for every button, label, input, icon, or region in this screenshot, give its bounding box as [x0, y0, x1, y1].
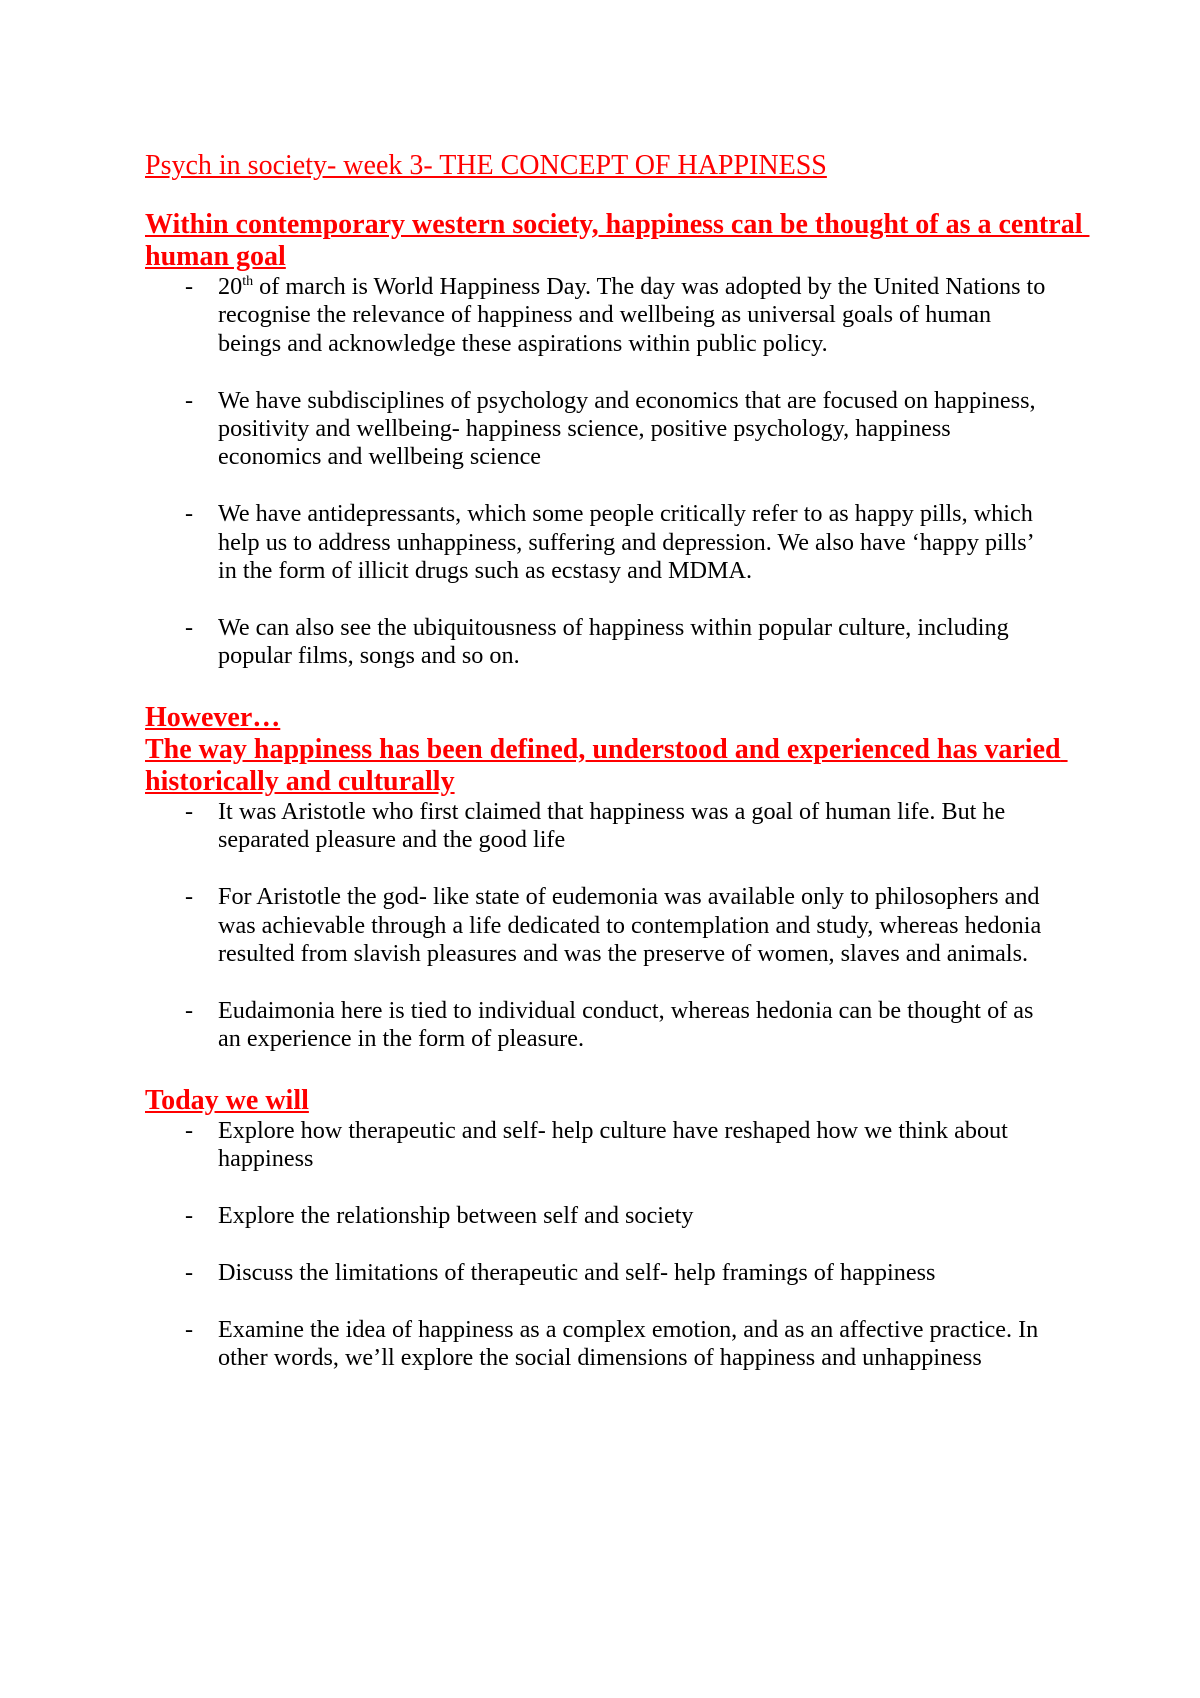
- bullet-marker: -: [185, 1315, 194, 1343]
- heading-line: However…: [145, 702, 281, 733]
- bullet-item: [145, 1202, 1085, 1230]
- heading-line: historically and culturally: [145, 766, 455, 797]
- bullet-line-text: of march is World Happiness Day. The day was adopted by the United Nations to: [253, 273, 1046, 300]
- bullet-item: [145, 614, 1085, 671]
- document-title: Psych in society- week 3- THE CONCEPT OF HAPPINESS: [145, 150, 827, 181]
- bullet-line: happiness: [218, 1145, 314, 1173]
- bullet-line: economics and wellbeing science: [218, 443, 542, 471]
- ordinal-suffix: th: [242, 274, 254, 289]
- bullet-line: [218, 273, 1085, 301]
- bullet-marker: -: [185, 1117, 194, 1144]
- bullet-line: We have antidepressants, which some people critically refer to as happy pills, which: [218, 500, 1033, 528]
- bullet-line: Eudaimonia here is tied to individual conduct, whereas hedonia can be thought of as: [218, 996, 1034, 1024]
- bullet-line: Discuss the limitations of therapeutic and self- help framings of happiness: [218, 1259, 936, 1286]
- bullet-item: [145, 1316, 1085, 1373]
- heading-line: The way happiness has been defined, understood and experienced has varied: [145, 734, 1061, 765]
- section-contemporary-goal: [145, 209, 1085, 671]
- bullet-line: For Aristotle the god- like state of eudemonia was available only to philosophers and: [218, 883, 1040, 911]
- bullet-list: [145, 1117, 1085, 1373]
- bullet-line: was achievable through a life dedicated to contemplation and study, whereas hedonia: [218, 911, 1042, 939]
- bullet-line: positivity and wellbeing- happiness science, positive psychology, happiness: [218, 415, 951, 443]
- bullet-line: other words, we’ll explore the social dimensions of happiness and unhappiness: [218, 1344, 982, 1372]
- bullet-list: [145, 273, 1085, 671]
- bullet-line: resulted from slavish pleasures and was the preserve of women, slaves and animals.: [218, 940, 1029, 968]
- bullet-line: beings and acknowledge these aspirations within public policy.: [218, 329, 828, 357]
- section-however: [145, 702, 1085, 1054]
- bullet-item: [145, 273, 1085, 358]
- bullet-line: Explore the relationship between self and society: [218, 1202, 694, 1230]
- bullet-marker: -: [185, 273, 194, 300]
- bullet-line: help us to address unhappiness, suffering and depression. We also have ‘happy pills’: [218, 528, 1035, 556]
- bullet-item: [145, 1117, 1085, 1174]
- bullet-item: [145, 1259, 1085, 1287]
- bullet-marker: -: [185, 613, 194, 641]
- bullet-line: an experience in the form of pleasure.: [218, 1025, 585, 1053]
- section-heading: [145, 209, 1085, 273]
- bullet-marker: -: [185, 1259, 194, 1286]
- bullet-line: It was Aristotle who first claimed that happiness was a goal of human life. But he: [218, 798, 1006, 825]
- bullet-line: separated pleasure and the good life: [218, 826, 566, 854]
- section-today-we-will: [145, 1085, 1085, 1373]
- bullet-item: [145, 500, 1085, 585]
- bullet-item: [145, 883, 1085, 968]
- bullet-line: Examine the idea of happiness as a complex emotion, and as an affective practice. In: [218, 1315, 1039, 1343]
- section-heading: [145, 1085, 1085, 1117]
- bullet-item: [145, 798, 1085, 855]
- heading-line: human goal: [145, 241, 286, 272]
- bullet-list: [145, 798, 1085, 1054]
- date-number: 20: [218, 273, 243, 300]
- bullet-line: in the form of illicit drugs such as ecstasy and MDMA.: [218, 557, 753, 585]
- bullet-line: We have subdisciplines of psychology and economics that are focused on happiness,: [218, 386, 1036, 414]
- bullet-marker: -: [185, 798, 194, 825]
- bullet-item: [145, 387, 1085, 472]
- section-heading: [145, 702, 1085, 798]
- bullet-item: [145, 997, 1085, 1054]
- heading-line: Today we will: [145, 1085, 309, 1116]
- bullet-marker: -: [185, 386, 194, 414]
- bullet-marker: -: [185, 883, 194, 911]
- bullet-line: recognise the relevance of happiness and wellbeing as universal goals of human: [218, 301, 992, 329]
- bullet-line: Explore how therapeutic and self- help culture have reshaped how we think about: [218, 1117, 1008, 1144]
- heading-line: Within contemporary western society, happiness can be thought of as a central: [145, 209, 1083, 240]
- bullet-marker: -: [185, 996, 194, 1024]
- bullet-line: popular films, songs and so on.: [218, 642, 520, 670]
- bullet-line: We can also see the ubiquitousness of happiness within popular culture, including: [218, 613, 1009, 641]
- bullet-marker: -: [185, 500, 194, 528]
- bullet-marker: -: [185, 1202, 194, 1230]
